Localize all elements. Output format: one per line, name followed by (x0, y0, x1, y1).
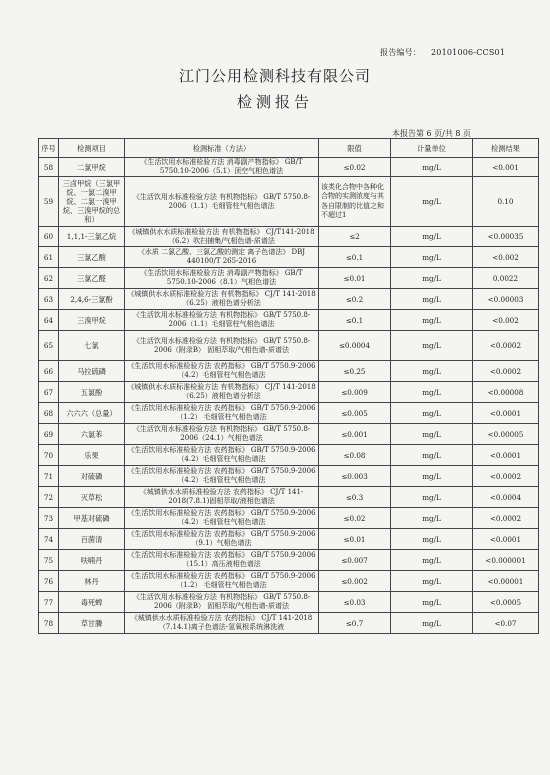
cell-no: 62 (39, 268, 59, 289)
cell-no: 75 (39, 550, 59, 571)
cell-standard: 《生活饮用水标准检验方法 有机物指标》 GB/T 5750.8-2006（24.1）气相色谱法 (125, 424, 319, 445)
cell-limit: ≤0.2 (319, 289, 391, 310)
table-row (39, 361, 539, 382)
cell-item: 七氯 (59, 331, 125, 361)
cell-unit: mg/L (391, 331, 473, 361)
col-header-item: 检测项目 (59, 139, 125, 158)
table-header-row (39, 139, 539, 158)
cell-standard: 《生活饮用水标准检验方法 农药指标》 GB/T 5750.9-2006（9.1）气相色谱法 (125, 529, 319, 550)
cell-no: 71 (39, 466, 59, 487)
cell-no: 69 (39, 424, 59, 445)
cell-limit: ≤0.001 (319, 424, 391, 445)
cell-no: 73 (39, 508, 59, 529)
cell-unit: mg/L (391, 466, 473, 487)
cell-item: 呋喃丹 (59, 550, 125, 571)
cell-standard: 《生活饮用水标准检验方法 农药指标》 GB/T 5750.9-2006（1.2） 毛细管柱气相色谱法 (125, 403, 319, 424)
cell-limit: ≤0.25 (319, 361, 391, 382)
col-header-unit: 计量单位 (391, 139, 473, 158)
cell-result: <0.0001 (473, 529, 539, 550)
cell-unit: mg/L (391, 289, 473, 310)
cell-standard: 《生活饮用水标准检验方法 农药指标》 GB/T 5750.9-2006（4.2）毛细管柱气相色谱法 (125, 466, 319, 487)
cell-result: <0.0004 (473, 487, 539, 508)
cell-unit: mg/L (391, 247, 473, 268)
cell-item: 百菌清 (59, 529, 125, 550)
table-row (39, 445, 539, 466)
cell-unit: mg/L (391, 158, 473, 177)
cell-result: <0.0002 (473, 331, 539, 361)
cell-limit: ≤0.0004 (319, 331, 391, 361)
table-row (39, 529, 539, 550)
cell-item: 六六六（总量） (59, 403, 125, 424)
cell-no: 64 (39, 310, 59, 331)
cell-limit: ≤0.1 (319, 247, 391, 268)
cell-unit: mg/L (391, 487, 473, 508)
cell-result: <0.00005 (473, 424, 539, 445)
cell-item: 六氯苯 (59, 424, 125, 445)
table-row (39, 331, 539, 361)
cell-limit: ≤0.002 (319, 571, 391, 592)
cell-result: 0.10 (473, 177, 539, 227)
cell-unit: mg/L (391, 529, 473, 550)
cell-item: 对硫磷 (59, 466, 125, 487)
cell-limit: ≤0.01 (319, 268, 391, 289)
cell-limit: ≤0.03 (319, 592, 391, 613)
cell-no: 61 (39, 247, 59, 268)
cell-standard: 《生活饮用水标准检验方法 农药指标》 GB/T 5750.9-2006（1.2） 毛细管柱气相色谱法 (125, 571, 319, 592)
cell-item: 三卤甲烷（三氯甲烷、一氯二溴甲烷、二氯一溴甲烷、三溴甲烷的总和） (59, 177, 125, 227)
cell-standard: 《生活饮用水标准检验方法 农药指标》 GB/T 5750.9-2006（4.2）毛细管柱气相色谱法 (125, 508, 319, 529)
test-results-table (38, 138, 539, 634)
report-title: 检测报告 (236, 93, 313, 111)
cell-unit: mg/L (391, 592, 473, 613)
cell-no: 74 (39, 529, 59, 550)
cell-item: 草甘膦 (59, 613, 125, 634)
cell-standard: 《生活饮用水标准检验方法 有机物指标》 GB/T 5750.8-2006（1.1）毛细管柱气相色谱法 (125, 177, 319, 227)
cell-no: 72 (39, 487, 59, 508)
table-row (39, 550, 539, 571)
cell-unit: mg/L (391, 508, 473, 529)
cell-result: <0.0001 (473, 403, 539, 424)
cell-unit: mg/L (391, 571, 473, 592)
table-row (39, 310, 539, 331)
cell-limit: 该类化合物中各种化合物的实测浓度与其各自限制的比值之和不超过1 (319, 177, 391, 227)
cell-limit: ≤0.003 (319, 466, 391, 487)
table-row (39, 466, 539, 487)
col-header-limit: 限值 (319, 139, 391, 158)
cell-no: 70 (39, 445, 59, 466)
table-row (39, 508, 539, 529)
cell-result: <0.00001 (473, 571, 539, 592)
col-header-no: 序号 (39, 139, 59, 158)
cell-no: 59 (39, 177, 59, 227)
table-row (39, 382, 539, 403)
cell-limit: ≤0.01 (319, 529, 391, 550)
table-row (39, 158, 539, 177)
table-row (39, 592, 539, 613)
report-number-label: 报告编号： (380, 48, 421, 57)
cell-item: 1,1,1-三氯乙烷 (59, 227, 125, 247)
cell-standard: 《城镇供水水质标准检验方法 农药指标》 CJ/T 141-2018(7.8.1)固相萃取/液相色谱法 (125, 487, 319, 508)
cell-no: 76 (39, 571, 59, 592)
cell-limit: ≤0.7 (319, 613, 391, 634)
col-header-result: 检测结果 (473, 139, 539, 158)
cell-unit: mg/L (391, 227, 473, 247)
cell-unit: mg/L (391, 361, 473, 382)
table-row (39, 613, 539, 634)
cell-result: <0.0002 (473, 466, 539, 487)
cell-standard: 《水质 二氯乙酸、三氯乙酸的测定 离子色谱法》 DBJ 440100/T 265-2016 (125, 247, 319, 268)
cell-result: <0.00035 (473, 227, 539, 247)
cell-no: 78 (39, 613, 59, 634)
cell-item: 二氯甲烷 (59, 158, 125, 177)
cell-limit: ≤0.08 (319, 445, 391, 466)
cell-item: 三氯乙醛 (59, 268, 125, 289)
official-seal (518, 360, 550, 490)
cell-no: 63 (39, 289, 59, 310)
cell-result: <0.000001 (473, 550, 539, 571)
cell-result: <0.07 (473, 613, 539, 634)
cell-unit: mg/L (391, 268, 473, 289)
cell-result: 0.0022 (473, 268, 539, 289)
col-header-standard: 检测标准（方法） (125, 139, 319, 158)
table-row (39, 403, 539, 424)
cell-limit: ≤2 (319, 227, 391, 247)
cell-standard: 《生活饮用水标准检验方法 消毒副产物指标》 GB/T 5750.10-2006（5.1）顶空气相色谱法 (125, 158, 319, 177)
table-row (39, 247, 539, 268)
cell-no: 66 (39, 361, 59, 382)
cell-no: 58 (39, 158, 59, 177)
cell-result: <0.002 (473, 247, 539, 268)
cell-standard: 《生活饮用水标准检验方法 有机物指标》 GB/T 5750.8-2006（1.1）毛细管柱气相色谱法 (125, 310, 319, 331)
table-row (39, 177, 539, 227)
table-row (39, 487, 539, 508)
cell-result: <0.0002 (473, 361, 539, 382)
cell-limit: ≤0.3 (319, 487, 391, 508)
cell-unit: mg/L (391, 445, 473, 466)
cell-standard: 《生活饮用水标准检验方法 农药指标》 GB/T 5750.9-2006（4.2）毛细管柱气相色谱法 (125, 361, 319, 382)
cell-no: 77 (39, 592, 59, 613)
cell-result: <0.0002 (473, 508, 539, 529)
cell-result: <0.0005 (473, 592, 539, 613)
table-row (39, 424, 539, 445)
cell-limit: ≤0.007 (319, 550, 391, 571)
cell-item: 乐果 (59, 445, 125, 466)
cell-standard: 《生活饮用水标准检验方法 农药指标》 GB/T 5750.9-2006（4.2）毛细管柱气相色谱法 (125, 445, 319, 466)
cell-item: 三溴甲烷 (59, 310, 125, 331)
page-info: 本报告第 6 页/共 8 页 (392, 129, 472, 138)
cell-result: <0.0001 (473, 445, 539, 466)
cell-item: 2,4,6-三氯酚 (59, 289, 125, 310)
cell-limit: ≤0.005 (319, 403, 391, 424)
cell-limit: ≤0.02 (319, 508, 391, 529)
cell-no: 60 (39, 227, 59, 247)
cell-result: <0.001 (473, 158, 539, 177)
cell-result: <0.00008 (473, 382, 539, 403)
table-row (39, 268, 539, 289)
cell-standard: 《城镇供水水质标准检验方法 有机物指标》 CJ/T 141-2018（6.25）液相色谱分析法 (125, 382, 319, 403)
cell-unit: mg/L (391, 613, 473, 634)
table-row (39, 227, 539, 247)
company-name: 江门公用检测科技有限公司 (178, 67, 371, 85)
cell-item: 毒死蜱 (59, 592, 125, 613)
cell-result: <0.002 (473, 310, 539, 331)
cell-unit: mg/L (391, 310, 473, 331)
cell-standard: 《生活饮用水标准检验方法 消毒副产物指标》 GB/T 5750.10-2006（8.1）气相色谱法 (125, 268, 319, 289)
cell-standard: 《生活饮用水标准检验方法 有机物指标》 GB/T 5750.8-2006（附录B） 固相萃取/气相色谱-质谱法 (125, 331, 319, 361)
cell-limit: ≤0.02 (319, 158, 391, 177)
cell-item: 五氯酚 (59, 382, 125, 403)
cell-unit: mg/L (391, 382, 473, 403)
cell-item: 马拉硫磷 (59, 361, 125, 382)
cell-item: 灭草松 (59, 487, 125, 508)
cell-result: <0.00003 (473, 289, 539, 310)
cell-no: 68 (39, 403, 59, 424)
cell-unit: mg/L (391, 177, 473, 227)
cell-item: 林丹 (59, 571, 125, 592)
cell-unit: mg/L (391, 424, 473, 445)
cell-standard: 《城镇供水水质标准检验方法 有机物指标》 CJ/T141-2018（6.2）吹扫捕集/气相色谱-质谱法 (125, 227, 319, 247)
table-row (39, 289, 539, 310)
report-number-value: 20101006-CCS01 (431, 48, 506, 57)
cell-standard: 《生活饮用水标准检验方法 农药指标》 GB/T 5750.9-2006（15.1）高压液相色谱法 (125, 550, 319, 571)
cell-no: 65 (39, 331, 59, 361)
cell-standard: 《城镇供水水质标准检验方法 有机物指标》 CJ/T 141-2018（6.25）液相色谱分析法 (125, 289, 319, 310)
cell-item: 三氯乙酸 (59, 247, 125, 268)
cell-unit: mg/L (391, 403, 473, 424)
table-row (39, 571, 539, 592)
cell-item: 甲基对硫磷 (59, 508, 125, 529)
cell-standard: 《城镇供水水质标准检验方法 农药指标》 CJ/T 141-2018（7.14.1)离子色谱法-氢氧根系统淋洗液 (125, 613, 319, 634)
cell-no: 67 (39, 382, 59, 403)
cell-standard: 《生活饮用水标准检验方法 有机物指标》 GB/T 5750.8-2006（附录B） 固相萃取/气相色谱-质谱法 (125, 592, 319, 613)
cell-limit: ≤0.009 (319, 382, 391, 403)
cell-unit: mg/L (391, 550, 473, 571)
report-number (380, 47, 505, 58)
cell-limit: ≤0.1 (319, 310, 391, 331)
